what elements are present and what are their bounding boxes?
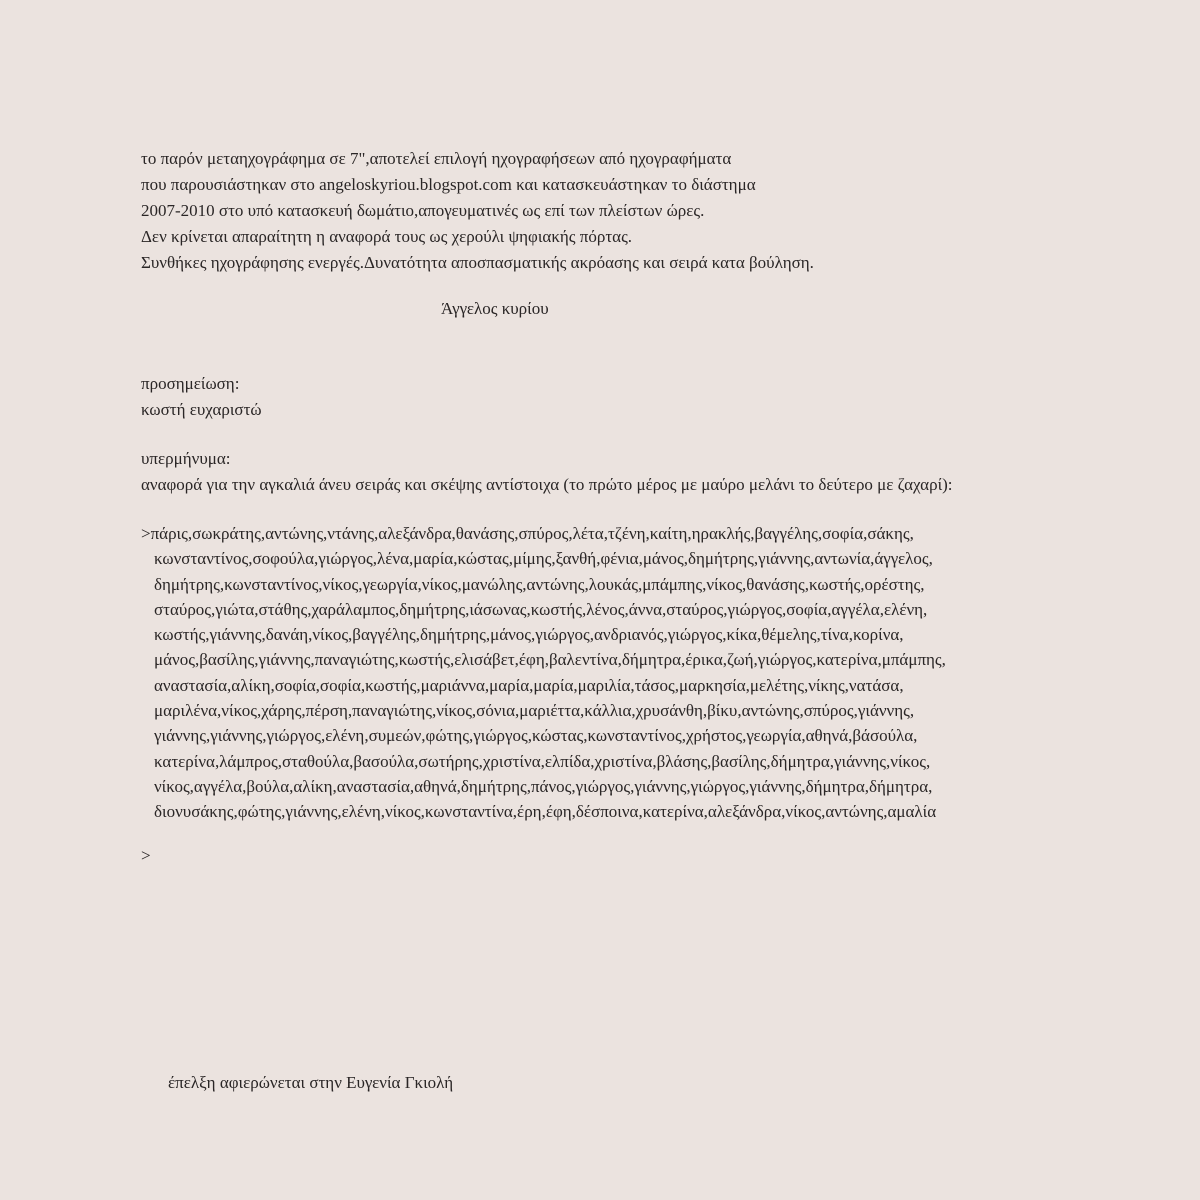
prenote-text: κωστή ευχαριστώ — [141, 400, 262, 419]
names-line: μάνος,βασίλης,γιάννης,παναγιώτης,κωστής,ελισάβετ,έφη,βαλεντίνα,δήμητρα,έρικα,ζωή,γιώργος,κατερίνα,μπάμπης, — [154, 650, 946, 670]
signature: Άγγελος κυρίου — [441, 299, 549, 318]
names-line: σταύρος,γιώτα,στάθης,χαράλαμπος,δημήτρης,ιάσωνας,κωστής,λένος,άννα,σταύρος,γιώργος,σοφία,αγγέλα,ελένη, — [154, 599, 928, 619]
names-line: γιάννης,γιάννης,γιώργος,ελένη,συμεών,φώτης,γιώργος,κώστας,κωνσταντίνος,χρήστος,γεωργία,αθηνά,βάσούλα, — [154, 726, 918, 746]
names-line: αναστασία,αλίκη,σοφία,σοφία,κωστής,μαριάννα,μαρία,μαρία,μαριλία,τάσος,μαρκησία,μελέτης,νίκης,νατάσα, — [154, 675, 904, 695]
names-line: νίκος,αγγέλα,βούλα,αλίκη,αναστασία,αθηνά,δημήτρης,πάνος,γιώργος,γιάννης,γιώργος,γιάννης,δήμητρα,δήμητρα, — [154, 776, 933, 796]
names-line: κατερίνα,λάμπρος,σταθούλα,βασούλα,σωτήρης,χριστίνα,ελπίδα,χριστίνα,βλάσης,βασίλης,δήμητρα,γιάννης,νίκος, — [154, 751, 931, 771]
intro-line: Δεν κρίνεται απαραίτητη η αναφορά τους ως χερούλι ψηφιακής πόρτας. — [141, 227, 633, 246]
postscript-heading: υπερμήνυμα: — [141, 449, 231, 468]
postscript-text: αναφορά για την αγκαλιά άνευ σειράς και σκέψης αντίστοιχα (το πρώτο μέρος με μαύρο μελάνι το δεύτερο με ζαχαρί): — [141, 475, 953, 494]
names-line: μαριλένα,νίκος,χάρης,πέρση,παναγιώτης,νίκος,σόνια,μαριέττα,κάλλια,χρυσάνθη,βίκυ,αντώνης,σπύρος,γιάννης, — [154, 701, 915, 721]
intro-line: Συνθήκες ηχογράφησης ενεργές.Δυνατότητα αποσπασματικής ακρόασης και σειρά κατα βούληση. — [141, 253, 814, 272]
dedication: έπελξη αφιερώνεται στην Ευγενία Γκιολή — [168, 1073, 454, 1092]
prenote-heading: προσημείωση: — [141, 374, 240, 393]
postscript-section — [141, 446, 953, 498]
intro-line: που παρουσιάστηκαν στο angeloskyriou.blogspot.com και κατασκευάστηκαν το διάστημα — [141, 175, 756, 194]
names-line: διονυσάκης,φώτης,γιάννης,ελένη,νίκος,κωνσταντίνα,έρη,έφη,δέσποινα,κατερίνα,αλεξάνδρα,νίκος,αντώνης,αμαλία — [154, 802, 937, 822]
names-line: >πάρις,σωκράτης,αντώνης,ντάνης,αλεξάνδρα,θανάσης,σπύρος,λέτα,τζένη,καίτη,ηρακλής,βαγγέλης,σοφία,σάκης, — [141, 524, 914, 543]
intro-paragraph — [141, 146, 814, 276]
names-line: κωστής,γιάννης,δανάη,νίκος,βαγγέλης,δημήτρης,μάνος,γιώργος,ανδριανός,γιώργος,κίκα,θέμελης,τίνα,κορίνα, — [154, 625, 904, 645]
second-prompt: > — [141, 846, 151, 865]
intro-line: το παρόν μεταηχογράφημα σε 7",αποτελεί επιλογή ηχογραφήσεων από ηχογραφήματα — [141, 149, 732, 168]
names-line: κωνσταντίνος,σοφούλα,γιώργος,λένα,μαρία,κώστας,μίμης,ξανθή,φένια,μάνος,δημήτρης,γιάννης,αντωνία,άγγελος, — [154, 549, 933, 569]
names-line: δημήτρης,κωνσταντίνος,νίκος,γεωργία,νίκος,μανώλης,αντώνης,λουκάς,μπάμπης,νίκος,θανάσης,κωστής,ορέστης, — [154, 574, 925, 594]
names-list — [141, 521, 946, 825]
prenote-section — [141, 371, 262, 423]
intro-line: 2007-2010 στο υπό κατασκευή δωμάτιο,απογευματινές ως επί των πλείστων ώρες. — [141, 201, 705, 220]
